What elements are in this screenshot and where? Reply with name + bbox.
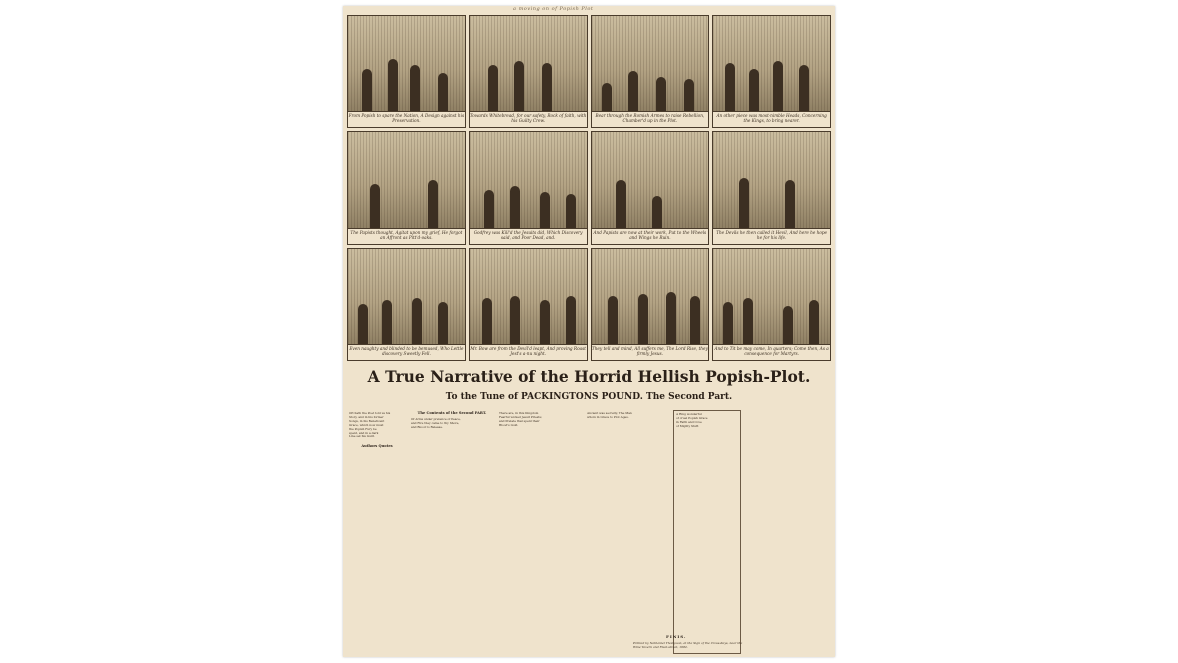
illustration-panel — [347, 131, 466, 244]
panel-caption: The Devils he then called it Hevil, And here he hope he for his life. — [713, 228, 830, 244]
right-column: A Ring wonderful of cruel Popish Grace in Faith and Cove of Mighty Stuff. — [673, 410, 741, 654]
illustration-panel — [712, 131, 831, 244]
panel-caption: And to Tit be may come, In quarters; Come then, As a consequence for Martyrs. — [713, 344, 830, 360]
side-heading: Authors Quotes — [361, 444, 393, 449]
illustration-panel — [469, 248, 588, 361]
illustration-panel — [347, 248, 466, 361]
verse-column: There are, in this Kingdom Fearful wicked Jesuit Priests; and Prelate that spent their Blood's Gold. — [499, 412, 542, 427]
finis-mark: FINIS. — [666, 634, 687, 639]
illustration-panel — [469, 15, 588, 128]
illustration-panel — [712, 248, 831, 361]
panel-caption: Mr. Bow are from the Devil'd leapt, And proving Roast Jest's a-nu night. — [470, 344, 587, 360]
panel-caption: An other piece was most-nimble Heads, Concerning the Kings, to bring nearer. — [713, 111, 830, 127]
illustration-panel — [591, 131, 710, 244]
verse-column: The Contents of the Second PART. Of Arms under pretence of Peace, and Fire they came to thy Shore, and Blood to Release. — [409, 410, 495, 654]
panel-caption: Godfrey was Kill'd the Jesuits did, Which Discovery said, and Poor Dead, and. — [470, 228, 587, 244]
handwritten-annotation: a moving on of Popish Plot — [513, 6, 594, 12]
engraving-scene — [713, 132, 830, 229]
illustration-panel — [347, 15, 466, 128]
illustration-panel — [712, 15, 831, 128]
illustration-panel — [591, 15, 710, 128]
panel-caption: From Popish to spare the Nation, A Design against his Preservation. — [348, 111, 465, 127]
illustration-panel — [591, 248, 710, 361]
panel-caption: And Papists are now at their work, Put to the Wheels and Wings he Ruin. — [592, 228, 709, 244]
engraving-scene — [592, 132, 709, 229]
broadside-title: A True Narrative of the Horrid Hellish Popish-Plot. — [367, 367, 811, 386]
illustration-panel — [469, 131, 588, 244]
printer-imprint: Printed by Nathaniel Thompson, at the Sign of the Cross-Keys, near the Wine Tavern and Fleet-street, 1682. — [633, 641, 743, 649]
verse-column: Ancient was secretly, The Man whom in Grace to Plot Ages. — [587, 412, 632, 419]
ballad-text-area — [347, 410, 831, 654]
engraving-scene — [348, 132, 465, 229]
panel-caption: Towards Whitebread, for our safety, Rock of faith, with his Guilty Crew. — [470, 111, 587, 127]
panel-caption: The Papists thought, Agitat upon my grief, He forgot an Affront as Pitt'd-oaks. — [348, 228, 465, 244]
panel-caption: Bear through the Romish Armes to raise Rebellion, Chamber'd up in the Plot. — [592, 111, 709, 127]
side-column: Oft hath the Poet told us his Story, and in his former Songs, in his Beneficent Grace, which now must the Popish Fury be spent, and in a dark Line set his Guilt. Authors Quotes — [347, 410, 407, 654]
panel-caption: Even naughty and blinded to be bemused, Who Lettle discovery Sweetly Fell. — [348, 344, 465, 360]
illustration-grid — [347, 15, 831, 361]
broadside-subtitle: To the Tune of PACKINGTONS POUND. The Second Part. — [445, 392, 733, 402]
column-heading: The Contents of the Second PART. — [417, 411, 487, 415]
broadside-sheet — [343, 6, 835, 657]
panel-caption: They tell and mind, All suffers me, The Lord Rise, they firmly Jesus. — [592, 344, 709, 360]
